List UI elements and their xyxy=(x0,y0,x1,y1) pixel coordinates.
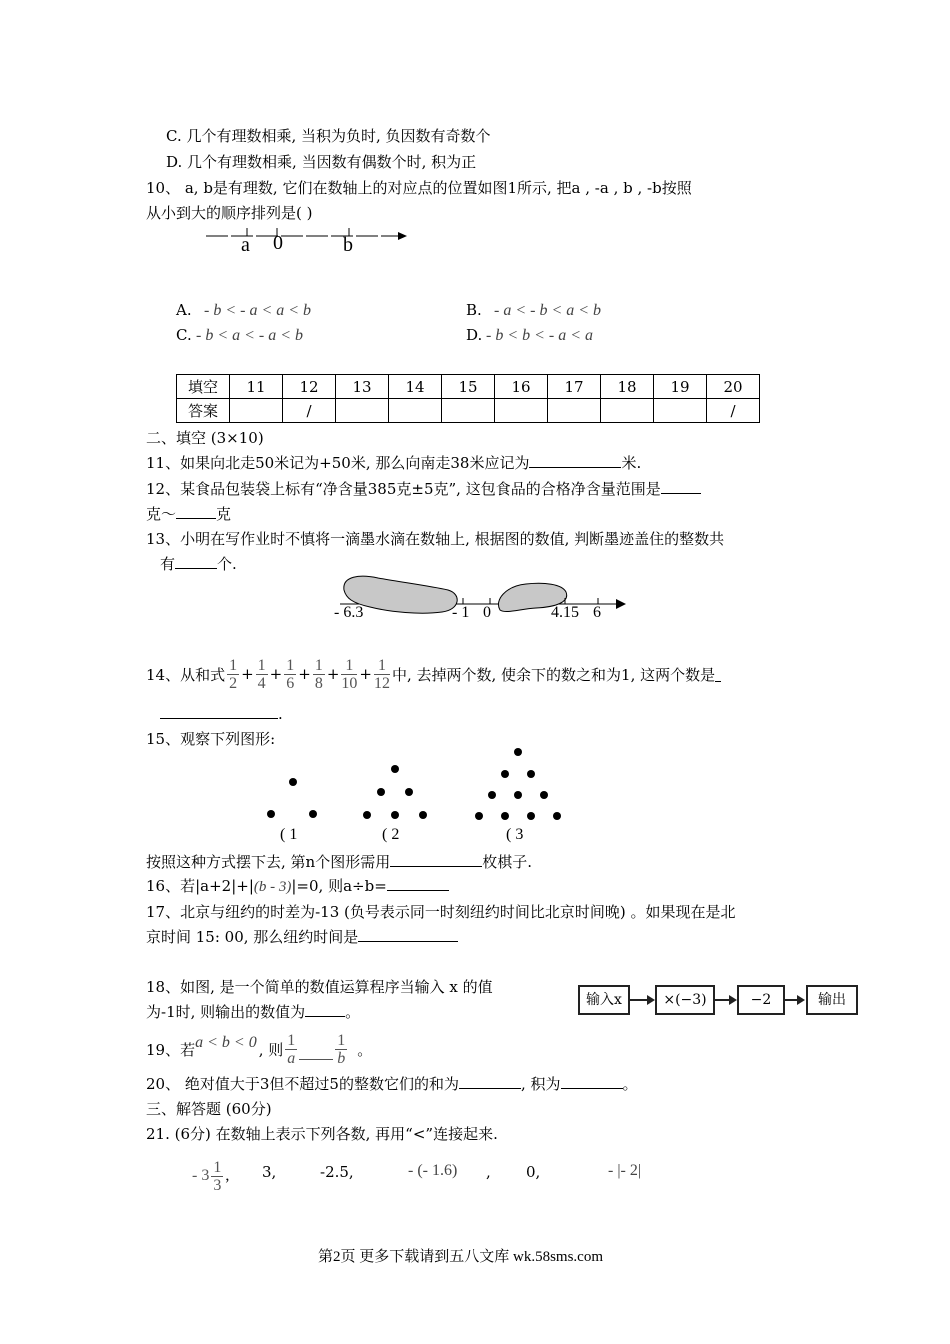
q16-inner: (b - 3) xyxy=(253,879,292,895)
q15-label-3: ( 3 xyxy=(506,826,524,843)
table-cell: 16 xyxy=(495,375,548,399)
q14-start: 14、从和式 xyxy=(146,665,226,684)
q17-text: 京时间 15: 00, 那么纽约时间是 xyxy=(146,928,359,946)
q21-frac xyxy=(211,1159,223,1194)
q16-blank[interactable] xyxy=(387,876,449,891)
q14-line2 xyxy=(160,704,283,724)
q10-stem-line1: 10、 a, b是有理数, 它们在数轴上的对应点的位置如图1所示, 把a , -a , b , -b按照 xyxy=(146,179,692,197)
q10-option-a: - b < - a < a < b xyxy=(204,302,312,319)
flow-box-subtract: −2 xyxy=(737,985,785,1015)
table-cell: 13 xyxy=(336,375,389,399)
q16 xyxy=(146,876,449,897)
frac-num: 1 xyxy=(286,656,295,674)
q20-mid: , 积为 xyxy=(520,1075,561,1093)
frac-num: 1 xyxy=(314,656,323,674)
q13-ink-number-line xyxy=(330,572,630,622)
table-cell: 11 xyxy=(230,375,283,399)
q13-line1: 13、小明在写作业时不慎将一滴墨水滴在数轴上, 根据图的数值, 判断墨迹盖住的整数共 xyxy=(146,530,725,548)
answer-cell[interactable]: / xyxy=(283,399,336,423)
q14-frac-6 xyxy=(374,657,390,692)
answer-cell[interactable] xyxy=(230,399,283,423)
flow-box-output: 输出 xyxy=(806,985,858,1015)
q10-label-b: B. xyxy=(466,301,482,319)
plus-sign: + xyxy=(298,665,311,683)
q14-end: . xyxy=(278,705,283,723)
q15-label-1: ( 1 xyxy=(280,826,298,843)
frac-num: 1 xyxy=(287,1031,296,1049)
pattern-2 xyxy=(363,765,427,819)
q13-tick-neg6-3: - 6.3 xyxy=(334,604,364,621)
page-footer: 第2页 更多下载请到五八文库 wk.58sms.com xyxy=(318,1249,604,1265)
q10-option-d: - b < b < - a < a xyxy=(486,327,594,344)
plus-sign: + xyxy=(359,665,372,683)
q20-end: 。 xyxy=(622,1075,638,1093)
table-header-label: 填空 xyxy=(177,375,230,399)
arrow-head-icon xyxy=(616,599,626,609)
q14-frac-1 xyxy=(227,657,239,692)
q14-frac-3 xyxy=(284,657,296,692)
answer-cell[interactable] xyxy=(336,399,389,423)
answer-cell[interactable] xyxy=(442,399,495,423)
q13-end: 个. xyxy=(217,555,237,573)
q21-comma-1: , xyxy=(225,1167,230,1184)
q10-option-c: - b < a < - a < b xyxy=(196,327,304,344)
q19-condition: a < b < 0 xyxy=(195,1034,257,1051)
q11 xyxy=(146,453,641,473)
q17-line1: 17、北京与纽约的时差为-13 (负号表示同一时刻纽约时间比北京时间晚) 。如果现在是北 xyxy=(146,903,736,921)
frac-den: 3 xyxy=(213,1176,222,1194)
q15-label-2: ( 2 xyxy=(382,826,400,843)
q20-text: 20、 绝对值大于3但不超过5的整数它们的和为 xyxy=(146,1075,459,1093)
table-row xyxy=(177,375,760,399)
q15-dot-patterns xyxy=(255,740,565,830)
frac-num: 1 xyxy=(213,1158,222,1176)
frac-num: 1 xyxy=(257,656,266,674)
q11-end: 米. xyxy=(621,454,642,472)
table-cell: 14 xyxy=(389,375,442,399)
q10-label-c: C. xyxy=(176,326,192,344)
q21-mixed-number xyxy=(192,1154,229,1198)
q9-option-c: C. 几个有理数相乘, 当积为负时, 负因数有奇数个 xyxy=(166,127,491,145)
axis-label-0: 0 xyxy=(273,232,283,254)
q17-line2 xyxy=(146,927,458,947)
plus-sign: + xyxy=(269,665,283,683)
q12-line2 xyxy=(146,504,231,524)
answer-table xyxy=(176,374,760,423)
q21-value-neg2-5: -2.5, xyxy=(320,1163,354,1181)
q19-start: 19、若 xyxy=(146,1040,196,1059)
table-cell: 19 xyxy=(654,375,707,399)
q10-label-a: A. xyxy=(176,301,192,319)
table-row xyxy=(177,399,760,423)
q19-end: 。 xyxy=(357,1040,373,1059)
q18-text: 为-1时, 则输出的数值为 xyxy=(146,1003,306,1021)
frac-den: 2 xyxy=(229,674,238,692)
q18-blank[interactable] xyxy=(305,1002,345,1017)
flow-arrows xyxy=(628,990,808,1010)
q16-rest: |=0, 则a÷b= xyxy=(291,877,387,895)
q10-number-line xyxy=(200,222,415,262)
frac-den: 4 xyxy=(257,674,266,692)
q19 xyxy=(146,1027,372,1071)
frac-den: 12 xyxy=(373,674,390,692)
table-cell: 18 xyxy=(601,375,654,399)
q18-line1: 18、如图, 是一个简单的数值运算程序当输入 x 的值 xyxy=(146,978,493,996)
q14-frac-5 xyxy=(341,657,357,692)
axis-label-a: a xyxy=(241,234,250,256)
arrow-right-icon xyxy=(797,995,805,1005)
answer-cell[interactable] xyxy=(548,399,601,423)
q15-question xyxy=(146,852,532,872)
q9-option-d: D. 几个有理数相乘, 当因数有偶数个时, 积为正 xyxy=(166,153,477,171)
q14-blank[interactable] xyxy=(160,704,278,719)
table-cell: 17 xyxy=(548,375,601,399)
table-cell: 15 xyxy=(442,375,495,399)
table-answer-label: 答案 xyxy=(177,399,230,423)
section-2-heading: 二、填空 (3×10) xyxy=(146,429,264,447)
q12-line1 xyxy=(146,479,701,499)
q18-end: 。 xyxy=(345,1003,361,1021)
q21-stem: 21. (6分) 在数轴上表示下列各数, 再用“<”连接起来. xyxy=(146,1125,498,1143)
table-cell: 12 xyxy=(283,375,336,399)
frac-den: b xyxy=(337,1049,346,1067)
q13-tick-4-15: 4.15 xyxy=(551,604,579,621)
flow-box-multiply: ×(−3) xyxy=(655,985,715,1015)
q15-heading: 15、观察下列图形: xyxy=(146,730,276,748)
q13-tick-0: 0 xyxy=(483,604,491,621)
frac-den: 10 xyxy=(341,674,358,692)
q12-end: 克 xyxy=(216,505,232,523)
pattern-1 xyxy=(267,778,317,818)
q21-minus: - xyxy=(192,1167,198,1184)
q13-tick-neg1: - 1 xyxy=(452,604,470,621)
answer-cell[interactable]: / xyxy=(707,399,760,423)
q16-start: 16、若|a+2|+| xyxy=(146,877,254,895)
q10-label-d: D. xyxy=(466,326,483,344)
q10-stem-line2: 从小到大的顺序排列是( ) xyxy=(146,204,313,222)
q20 xyxy=(146,1074,638,1094)
q12-blank-2[interactable] xyxy=(176,504,216,519)
q15-end: 枚棋子. xyxy=(482,853,532,871)
plus-sign: + xyxy=(326,665,340,683)
q14-blank-tail[interactable] xyxy=(715,667,721,682)
q21-comma-4: , xyxy=(486,1163,491,1181)
q14 xyxy=(146,652,721,696)
q14-rest: 中, 去掉两个数, 使余下的数之和为1, 这两个数是 xyxy=(391,665,716,684)
q19-blank[interactable] xyxy=(299,1045,333,1060)
q21-value-neg-abs-neg2: - |- 2| xyxy=(608,1162,642,1179)
plus-sign: + xyxy=(241,665,254,683)
arrow-head-icon xyxy=(398,232,407,240)
flow-box-input: 输入x xyxy=(578,985,630,1015)
q21-value-neg-neg1-6: - (- 1.6) xyxy=(408,1162,458,1179)
answer-cell[interactable] xyxy=(654,399,707,423)
frac-num: 1 xyxy=(341,657,357,675)
q19-frac-a xyxy=(285,1032,297,1067)
q17-blank[interactable] xyxy=(358,927,458,942)
q18-line2 xyxy=(146,1002,360,1022)
q13-tick-6: 6 xyxy=(593,604,601,621)
q14-frac-2 xyxy=(256,657,268,692)
arrow-right-icon xyxy=(729,995,737,1005)
q21-whole: 3 xyxy=(201,1167,210,1184)
q10-option-b: - a < - b < a < b xyxy=(494,302,602,319)
q13-line2 xyxy=(160,554,237,574)
q13-blank[interactable] xyxy=(175,554,217,569)
q12-mid: 克～ xyxy=(146,505,177,523)
axis-label-b: b xyxy=(343,234,353,256)
table-cell: 20 xyxy=(707,375,760,399)
frac-den: 8 xyxy=(314,674,323,692)
q21-value-3: 3, xyxy=(262,1163,277,1181)
arrow-right-icon xyxy=(647,995,655,1005)
q15-blank[interactable] xyxy=(390,852,482,867)
q14-frac-4 xyxy=(313,657,325,692)
answer-cell[interactable] xyxy=(389,399,442,423)
frac-den: 6 xyxy=(286,674,295,692)
frac-den: a xyxy=(287,1049,296,1067)
q15-text: 按照这种方式摆下去, 第n个图形需用 xyxy=(146,853,391,871)
section-3-heading: 三、解答题 (60分) xyxy=(146,1100,272,1118)
q19-then: , 则 xyxy=(258,1040,284,1059)
frac-num: 1 xyxy=(229,656,238,674)
q13-start: 有 xyxy=(160,555,176,573)
q19-frac-b xyxy=(335,1032,347,1067)
q12-text: 12、某食品包装袋上标有“净含量385克±5克”, 这包食品的合格净含量范围是 xyxy=(146,480,661,498)
q20-blank-product[interactable] xyxy=(561,1074,623,1089)
frac-num: 1 xyxy=(337,1031,346,1049)
answer-cell[interactable] xyxy=(601,399,654,423)
frac-num: 1 xyxy=(374,657,390,675)
pattern-3 xyxy=(475,748,561,820)
q11-text: 11、如果向北走50米记为+50米, 那么向南走38米应记为 xyxy=(146,454,530,472)
q21-value-0: 0, xyxy=(526,1163,541,1181)
answer-cell[interactable] xyxy=(495,399,548,423)
q11-blank[interactable] xyxy=(529,453,621,468)
q20-blank-sum[interactable] xyxy=(459,1074,521,1089)
q12-blank-1[interactable] xyxy=(661,479,701,494)
